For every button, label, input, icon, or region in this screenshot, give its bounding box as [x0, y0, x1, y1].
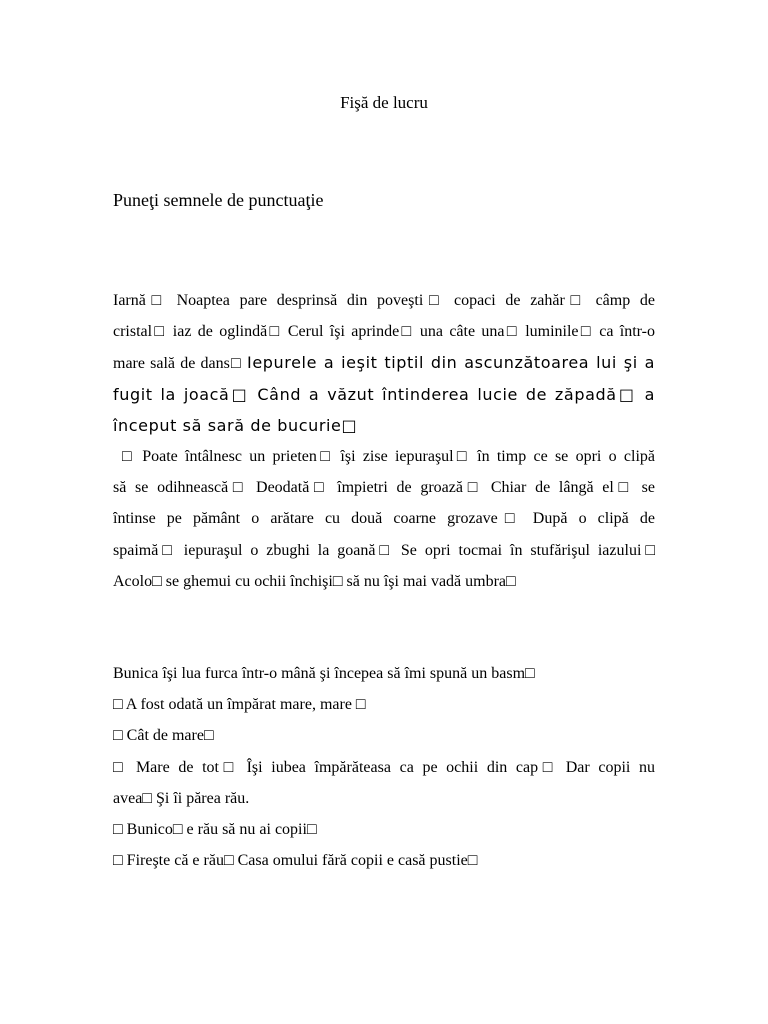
paragraph-1-line: cristal□ iaz de oglindă□ Cerul îşi aprinde□ una câte una□ luminile□ ca într-o — [113, 323, 655, 341]
paragraph-1-line: Acolo□ se ghemui cu ochii închişi□ să nu îşi mai vadă umbra□ — [113, 572, 516, 590]
exercise-paragraph-2 — [113, 658, 655, 876]
paragraph-2-line: avea□ Şi îi părea rău. — [113, 789, 250, 807]
paragraph-2-line: □ A fost odată un împărat mare, mare □ — [113, 696, 366, 714]
paragraph-2-line: Bunica îşi lua furca într-o mână şi începea să îmi spună un basm□ — [113, 665, 535, 682]
paragraph-1-line: spaimă□ iepuraşul o zbughi la goană□ Se opri tocmai în stufărişul iazului□ — [113, 541, 655, 559]
paragraph-1-line: să se odihnească□ Deodată□ împietri de groază□ Chiar de lângă el□ se — [113, 479, 655, 497]
paragraph-1-line: Iarnă□ Noaptea pare desprinsă din poveşti□ copaci de zahăr□ câmp de — [113, 292, 655, 309]
paragraph-1-line-segment-sans: Iepurele a ieşit tiptil din ascunzătoarea lui şi a — [247, 353, 655, 373]
paragraph-1-line: întinse pe pământ o arătare cu două coarne grozave□ După o clipă de — [113, 510, 655, 528]
paragraph-1-line-mixed — [113, 347, 655, 378]
page-title: Fişă de lucru — [340, 93, 428, 112]
paragraph-1-line-sans: început să sară de bucurie□ — [113, 415, 358, 435]
paragraph-2-line: □ Bunico□ e rău să nu ai copii□ — [113, 820, 317, 838]
paragraph-2-line: □ Fireşte că e rău□ Casa omului fără copii e casă pustie□ — [113, 852, 478, 870]
paragraph-2-line: □ Mare de tot□ Îşi iubea împărăteasa ca pe ochii din cap□ Dar copii nu — [113, 758, 655, 776]
exercise-instruction: Puneţi semnele de punctuaţie — [113, 190, 324, 210]
paragraph-1-line-segment: mare sală de dans□ — [113, 355, 242, 373]
paragraph-2-line: □ Cât de mare□ — [113, 727, 214, 745]
exercise-paragraph-1 — [113, 285, 655, 597]
paragraph-1-line: □ Poate întâlnesc un prieten□ îşi zise iepuraşul□ în timp ce se opri o clipă — [122, 447, 655, 465]
paragraph-1-line-sans: fugit la joacă□ Când a văzut întinderea lucie de zăpadă□ a — [113, 384, 655, 404]
